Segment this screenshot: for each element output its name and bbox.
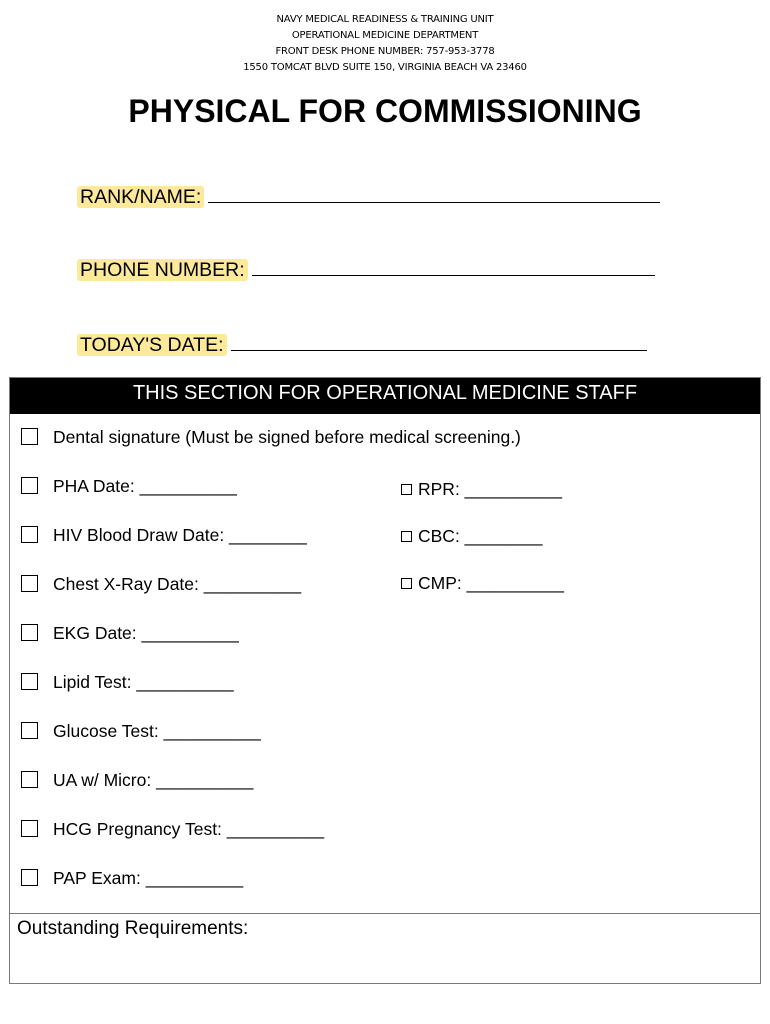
todays-date-label: TODAY'S DATE: <box>77 334 227 356</box>
checklist-item-ua[interactable] <box>21 770 253 791</box>
header-unit: NAVY MEDICAL READINESS & TRAINING UNIT <box>276 14 494 25</box>
rank-name-line[interactable] <box>208 186 660 203</box>
checklist-item-label: Glucose Test: __________ <box>53 721 261 741</box>
checkbox-icon[interactable] <box>21 477 38 494</box>
phone-number-line[interactable] <box>252 259 655 276</box>
checklist-item-chest-xray[interactable] <box>21 574 301 595</box>
phone-number-label: PHONE NUMBER: <box>77 259 248 281</box>
checklist-item-label: EKG Date: __________ <box>53 623 239 643</box>
checklist-item-pap[interactable] <box>21 868 243 889</box>
checkbox-icon[interactable] <box>401 484 412 495</box>
header-department: OPERATIONAL MEDICINE DEPARTMENT <box>291 30 479 41</box>
checklist-item-glucose[interactable] <box>21 721 261 742</box>
header-phone: FRONT DESK PHONE NUMBER: 757-953-3778 <box>275 46 495 57</box>
checklist-item-dental[interactable] <box>21 427 521 448</box>
staff-section <box>9 377 761 984</box>
checklist-item-cmp[interactable] <box>401 573 564 594</box>
rank-name-field[interactable] <box>77 186 660 209</box>
section-divider <box>10 913 760 914</box>
checkbox-icon[interactable] <box>21 575 38 592</box>
checklist-item-label: RPR: __________ <box>418 479 562 499</box>
form-title: PHYSICAL FOR COMMISSIONING <box>128 93 642 129</box>
checklist-item-rpr[interactable] <box>401 479 562 500</box>
checklist-item-label: CMP: __________ <box>418 573 564 593</box>
checkbox-icon[interactable] <box>21 722 38 739</box>
checklist-item-pha[interactable] <box>21 476 237 497</box>
checkbox-icon[interactable] <box>21 869 38 886</box>
checklist-item-ekg[interactable] <box>21 623 239 644</box>
checkbox-icon[interactable] <box>401 578 412 589</box>
checkbox-icon[interactable] <box>401 531 412 542</box>
checklist-item-hcg[interactable] <box>21 819 324 840</box>
department-header <box>0 12 770 76</box>
checkbox-icon[interactable] <box>21 673 38 690</box>
checklist-item-label: HIV Blood Draw Date: ________ <box>53 525 307 545</box>
todays-date-line[interactable] <box>231 334 647 351</box>
checkbox-icon[interactable] <box>21 428 38 445</box>
checklist-item-label: UA w/ Micro: __________ <box>53 770 254 790</box>
checklist-item-label: Dental signature (Must be signed before medical screening.) <box>53 427 521 447</box>
todays-date-field[interactable] <box>77 334 647 357</box>
checklist-item-hiv[interactable] <box>21 525 307 546</box>
outstanding-requirements-label: Outstanding Requirements: <box>17 918 249 939</box>
checkbox-icon[interactable] <box>21 771 38 788</box>
checkbox-icon[interactable] <box>21 624 38 641</box>
header-address: 1550 TOMCAT BLVD SUITE 150, VIRGINIA BEACH VA 23460 <box>243 62 527 73</box>
checklist-item-label: PAP Exam: __________ <box>53 868 244 888</box>
rank-name-label: RANK/NAME: <box>77 186 204 208</box>
checklist-item-label: Lipid Test: __________ <box>53 672 234 692</box>
phone-number-field[interactable] <box>77 259 655 282</box>
checklist-item-label: CBC: ________ <box>418 526 543 546</box>
checklist-item-label: PHA Date: __________ <box>53 476 237 496</box>
checklist-item-cbc[interactable] <box>401 526 543 547</box>
checkbox-icon[interactable] <box>21 526 38 543</box>
checklist-item-lipid[interactable] <box>21 672 234 693</box>
staff-section-heading: THIS SECTION FOR OPERATIONAL MEDICINE STAFF <box>10 378 760 414</box>
checklist-item-label: HCG Pregnancy Test: __________ <box>53 819 325 839</box>
checkbox-icon[interactable] <box>21 820 38 837</box>
checklist-item-label: Chest X-Ray Date: __________ <box>53 574 302 594</box>
